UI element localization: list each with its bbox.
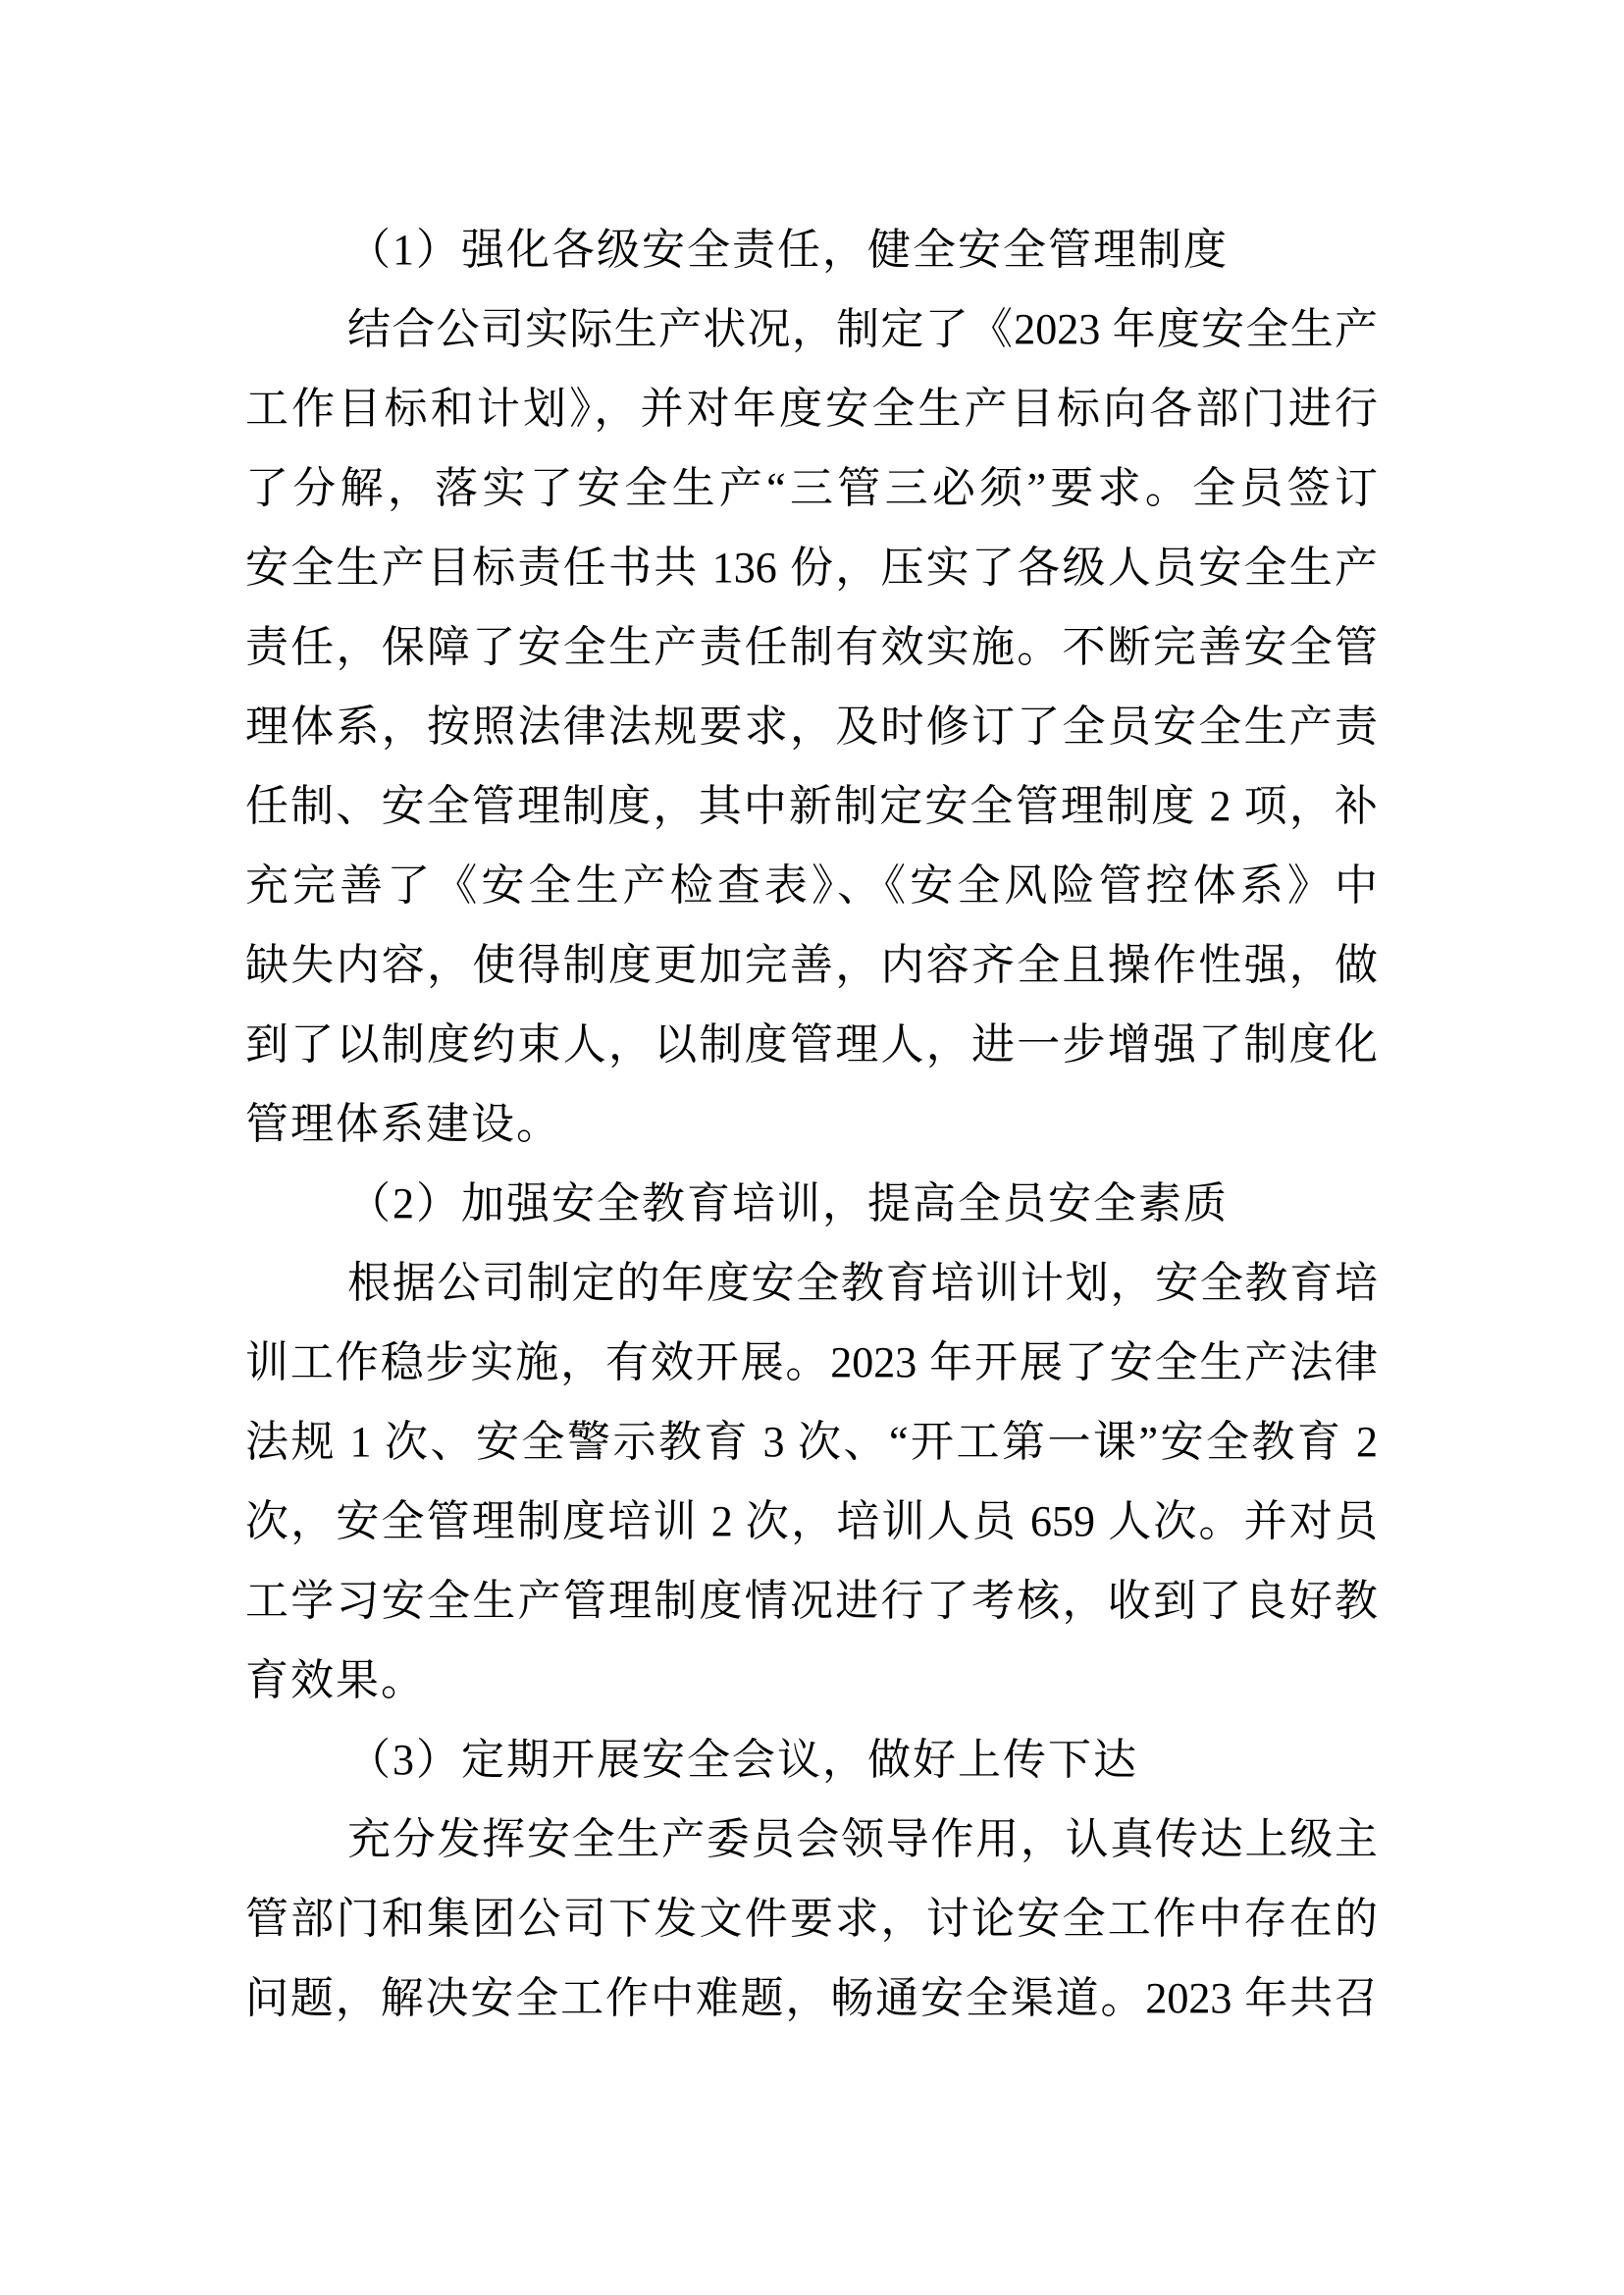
text-line: 理体系，按照法律法规要求，及时修订了全员安全生产责 xyxy=(245,703,1378,751)
text-line: 了分解，落实了安全生产“三管三必须”要求。全员签订 xyxy=(245,464,1378,512)
text-line: 充分发挥安全生产委员会领导作用，认真传达上级主 xyxy=(347,1815,1378,1863)
text-line: 管理体系建设。 xyxy=(245,1100,561,1148)
text-line: 任制、安全管理制度，其中新制定安全管理制度 2 项，补 xyxy=(245,782,1378,830)
text-line: （3）定期开展安全会议，做好上传下达 xyxy=(347,1736,1138,1784)
text-line: 问题，解决安全工作中难题，畅通安全渠道。2023 年共召 xyxy=(245,1974,1378,2022)
text-line: （1）强化各级安全责任，健全安全管理制度 xyxy=(347,226,1229,274)
document-body xyxy=(245,210,1378,2038)
text-line: 育效果。 xyxy=(245,1656,426,1704)
text-line: 缺失内容，使得制度更加完善，内容齐全且操作性强，做 xyxy=(245,941,1378,989)
text-line: 充完善了《安全生产检查表》、《安全风险管控体系》中 xyxy=(245,861,1378,910)
text-line: 结合公司实际生产状况，制定了《2023 年度安全生产 xyxy=(347,305,1378,353)
text-line: （2）加强安全教育培训，提高全员安全素质 xyxy=(347,1179,1229,1227)
text-line: 训工作稳步实施，有效开展。2023 年开展了安全生产法律 xyxy=(245,1338,1378,1386)
text-line: 责任，保障了安全生产责任制有效实施。不断完善安全管 xyxy=(245,623,1378,671)
text-line: 工作目标和计划》，并对年度安全生产目标向各部门进行 xyxy=(245,385,1378,433)
text-line: 管部门和集团公司下发文件要求，讨论安全工作中存在的 xyxy=(245,1895,1378,1943)
text-line: 到了以制度约束人，以制度管理人，进一步增强了制度化 xyxy=(245,1020,1378,1069)
text-line: 安全生产目标责任书共 136 份，压实了各级人员安全生产 xyxy=(245,544,1378,592)
text-line: 根据公司制定的年度安全教育培训计划，安全教育培 xyxy=(347,1259,1378,1307)
text-line: 次，安全管理制度培训 2 次，培训人员 659 人次。并对员 xyxy=(245,1497,1378,1545)
text-line: 法规 1 次、安全警示教育 3 次、“开工第一课”安全教育 2 xyxy=(245,1418,1378,1466)
text-line: 工学习安全生产管理制度情况进行了考核，收到了良好教 xyxy=(245,1577,1378,1625)
